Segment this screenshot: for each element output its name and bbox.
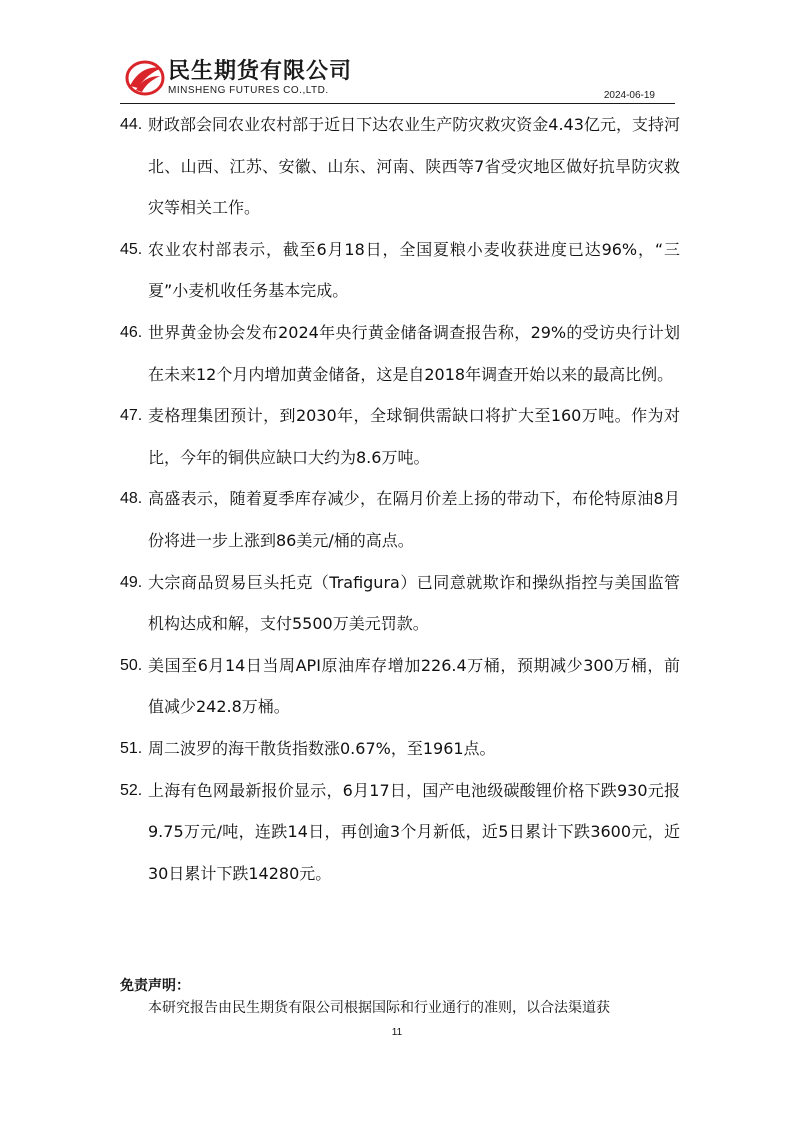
- list-item: [120, 770, 680, 895]
- page-header: [120, 52, 675, 104]
- company-name-cn: 民生期货有限公司: [168, 59, 353, 84]
- list-item: [120, 562, 680, 645]
- news-list: [120, 104, 680, 894]
- list-item: [120, 312, 680, 395]
- page-number: 11: [391, 1027, 403, 1038]
- item-number: 45.: [120, 240, 143, 258]
- list-item: [120, 104, 680, 229]
- list-item: [120, 395, 680, 478]
- item-number: 47.: [120, 407, 143, 425]
- disclaimer-title: 免责声明：: [120, 978, 190, 994]
- item-text: 世界黄金协会发布2024年央行黄金储备调查报告称，29%的受访央行计划在未来12个月内增加黄金储备，这是自2018年调查开始以来的最高比例。: [148, 322, 680, 384]
- item-number: 49.: [120, 573, 143, 591]
- item-text: 大宗商品贸易巨头托克（Trafigura）已同意就欺诈和操纵指控与美国监管机构达成和解，支付5500万美元罚款。: [148, 572, 680, 634]
- item-number: 50.: [120, 656, 143, 674]
- list-item: [120, 229, 680, 312]
- list-item: [120, 645, 680, 728]
- item-number: 52.: [120, 781, 143, 799]
- item-number: 44.: [120, 116, 143, 133]
- item-number: 46.: [120, 323, 143, 341]
- item-text: 农业农村部表示，截至6月18日，全国夏粮小麦收获进度已达96%，“三夏”小麦机收任务基本完成。: [148, 239, 680, 301]
- item-text: 周二波罗的海干散货指数涨0.67%，至1961点。: [148, 738, 496, 758]
- disclaimer-text: 本研究报告由民生期货有限公司根据国际和行业通行的准则，以合法渠道获: [148, 1000, 610, 1016]
- item-text: 财政部会同农业农村部于近日下达农业生产防灾救灾资金4.43亿元，支持河北、山西、江苏、安徽、山东、河南、陕西等7省受灾地区做好抗旱防灾救灾等相关工作。: [148, 115, 680, 218]
- item-number: 48.: [120, 490, 143, 508]
- company-logo-icon: [124, 56, 166, 98]
- item-text: 高盛表示，随着夏季库存减少，在隔月价差上扬的带动下，布伦特原油8月份将进一步上涨到86美元/桶的高点。: [148, 489, 680, 550]
- list-item: [120, 728, 680, 770]
- item-text: 美国至6月14日当周API原油库存增加226.4万桶，预期减少300万桶，前值减少242.8万桶。: [148, 655, 680, 717]
- report-date: 2024-06-19: [603, 90, 655, 101]
- list-item: [120, 478, 680, 561]
- item-number: 51.: [120, 739, 143, 757]
- item-text: 麦格理集团预计，到2030年，全球铜供需缺口将扩大至160万吨。作为对比，今年的铜供应缺口大约为8.6万吨。: [148, 406, 680, 467]
- company-name-en: MINSHENG FUTURES CO.,LTD.: [168, 85, 329, 96]
- item-text: 上海有色网最新报价显示，6月17日，国产电池级碳酸锂价格下跌930元报9.75万元/吨，连跌14日，再创逾3个月新低，近5日累计下跌3600元，近30日累计下跌14280元。: [148, 780, 680, 883]
